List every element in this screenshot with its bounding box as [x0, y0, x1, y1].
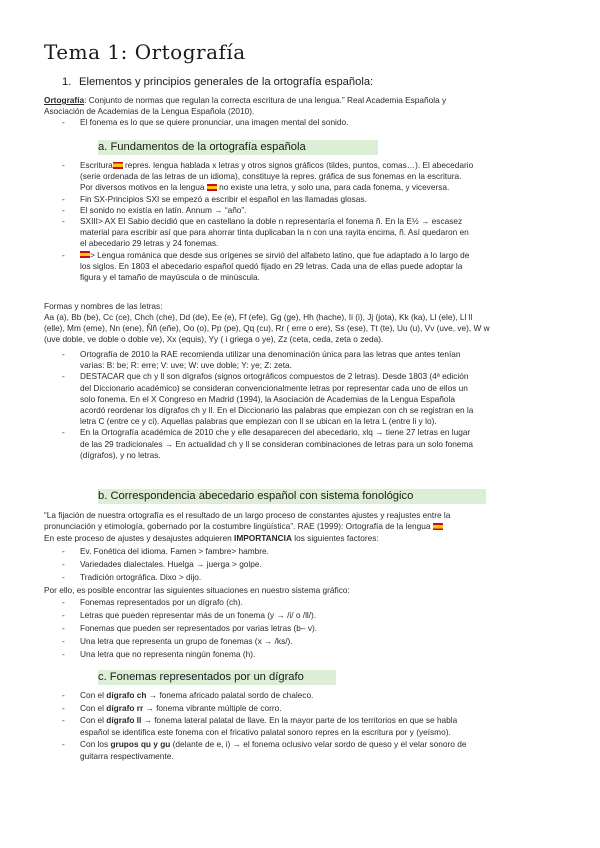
digraph-item: Con los grupos qu y gu (delante de e, i) → el fonema oclusivo velar sordo de queso y el velar sonoro de [80, 739, 467, 750]
situation-item: Letras que pueden representar más de un fonema (y → /i/ o /ll/). [80, 610, 317, 620]
list-item-line: > Lengua románica que desde sus orígenes se sirvió del alfabeto latino, que fue adaptado a lo largo de [80, 250, 550, 261]
list-item-line: En la Ortografía académica de 2010 che y elle desaparecen del abecedario, xlq → tiene 27 letras en lugar [80, 427, 471, 438]
section-c-label: c. Fonemas representados por un dígrafo [98, 671, 304, 683]
letters-line: (elle), Mm (eme), Nn (ene), Ññ (eñe), Oo (o), Pp (pe), Qq (cu), Rr ( erre o ere), Ss (ese), Tt (te), Uu (u), Vv (uve, ve), W w [44, 323, 490, 334]
list-item-line: solo fonema. En el X Congreso en Madrid (1994), la Asociación de Academias de la Lengua Española [80, 393, 455, 404]
bullet-dash: - [62, 546, 65, 556]
bullet-dash: - [62, 204, 65, 215]
definition-term: Ortografía [44, 95, 85, 105]
bullet-dash: - [62, 715, 65, 726]
list-item-line: (serie ordenada de las letras de un idioma), constituye la repres. gráfica de sus fonemas en la escritura. [80, 171, 462, 182]
section-b-label: b. Correspondencia abecedario español con sistema fonológico [98, 490, 414, 502]
list-item-line: acordó reordenar los dígrafos ch y ll. En el Diccionario las palabras que empiezan con ch se registran en la [80, 405, 474, 415]
section-1-label: Elementos y principios generales de la ortografía española: [79, 76, 374, 88]
factor-item: Variedades dialectales. Huelga → juerga > golpe. [80, 559, 262, 569]
list-item-line: Fin SX-Principios SXI se empezó a escribir el español en las llamadas glosas. [80, 193, 367, 204]
bullet-dash: - [62, 249, 65, 260]
list-item-line: letra C (entre ce y ci). Aquellas palabras que empiezan con ll se ubican en la letra L (entre li y lo). [80, 416, 437, 427]
quote-line-2: pronunciación y etimología, gobernado por la costumbre lingüística”. RAE (1999): Ortografía de la lengua [44, 521, 564, 532]
section-1-heading [62, 76, 373, 88]
list-item-line: el abecedario 29 letras y 24 fonemas. [80, 238, 219, 249]
list-item-line: DESTACAR que ch y ll son dígrafos (signos ortográficos compuestos de 2 letras). Desde 1803 (4ª edición [80, 371, 469, 382]
list-item-line: figura y el tamaño de mayúscula o de minúscula. [80, 272, 260, 282]
bullet-dash: - [62, 160, 65, 170]
section-b-heading [0, 489, 600, 505]
section-1-number: 1. [62, 76, 72, 88]
section-c-heading [0, 670, 600, 686]
list-item-line: (dígrafos), y no letras. [80, 449, 161, 460]
list-item-line: SXIII> AX El Sabio decidió que en castellano la doble n representaría el fonema ñ. En la E½ → escasez [80, 216, 463, 226]
bullet-dash: - [62, 739, 65, 750]
bullet-dash: - [62, 216, 65, 226]
bullet-dash: - [62, 690, 65, 700]
list-item-line: varias: B: be; R: erre; V: uve; W: uve doble; Y: ye; Z: zeta. [80, 360, 292, 371]
list-item-line: Escritura repres. lengua hablada x letras y otros signos gráficos (tildes, puntos, comas…). El abecedario [80, 160, 474, 170]
fonema-line: El fonema es lo que se quiere pronunciar, una imagen mental del sonido. [80, 117, 349, 127]
digraph-item: Con el dígrafo rr → fonema vibrante múltiple de corro. [80, 702, 282, 713]
bullet-dash: - [62, 559, 65, 569]
bullet-dash: - [62, 193, 65, 204]
bullet-dash: - [62, 371, 65, 382]
digraph-item: Con el dígrafo ch → fonema africado palatal sordo de chaleco. [80, 690, 314, 700]
list-item-line: Ortografía de 2010 la RAE recomienda utilizar una denominación única para las letras que antes tenían [80, 349, 461, 359]
list-item-line: los siglos. En 1803 el abecedario español quedó fijado en 29 letras. Cada una de ellas puede adoptar la [80, 260, 463, 271]
spain-flag-icon [207, 184, 217, 191]
list-item-line: del Diccionario académico) se consideran convencionalmente letras por representar cada uno de ellos un [80, 382, 468, 393]
spain-flag-icon [113, 162, 123, 169]
definition-line-1: Ortografía: Conjunto de normas que regulan la correcta escritura de una lengua.” Real Academia Española y [44, 95, 447, 105]
digraph-item: Con el dígrafo ll → fonema lateral palatal de llave. En la mayor parte de los territorios en que se habla [80, 715, 458, 726]
digraph-item-continued: español se identifica este fonema con el fricativo palatal sonoro repres en la escritura por y (yeísmo). [80, 726, 451, 737]
list-item-line: de las 29 tradicionales → En actualidad ch y ll se consideran combinaciones de letras para un solo fonema [80, 438, 473, 449]
quote-line-1: “La fijación de nuestra ortografía es el resultado de un largo proceso de constantes ajustes y reajustes entre la [44, 510, 451, 520]
bullet-dash: - [62, 623, 65, 633]
definition-line-2: Asociación de Academias de la Lengua Española (2010). [44, 106, 255, 116]
bullet-dash: - [62, 702, 65, 713]
letters-line: (uve doble, ve doble o doble ve), Xx (equis), Yy ( i griega o ye), Zz (ceta, ceda, zeta o zeda). [44, 334, 384, 345]
situation-item: Una letra que no representa ningún fonema (h). [80, 649, 256, 659]
por-ello-line: Por ello, es posible encontrar las siguientes situaciones en nuestro sistema gráfico: [44, 585, 350, 595]
section-a-label: a. Fundamentos de la ortografía española [98, 141, 306, 153]
factor-item: Ev. Fonética del idioma. Famen > fambre> hambre. [80, 546, 269, 556]
spain-flag-icon [80, 251, 90, 258]
spain-flag-icon [433, 523, 443, 530]
bullet-dash: - [62, 649, 65, 659]
bullet-dash: - [62, 117, 65, 127]
formas-heading: Formas y nombres de las letras: [44, 301, 163, 311]
bullet-dash: - [62, 427, 65, 438]
bullet-dash: - [62, 572, 65, 582]
section-a-heading [0, 140, 600, 156]
digraph-item-continued: guitarra respectivamente. [80, 750, 174, 761]
situation-item: Fonemas que pueden ser representados por varias letras (b– v). [80, 623, 318, 633]
process-line: En este proceso de ajustes y desajustes adquieren IMPORTANCIA los siguientes factores: [44, 533, 379, 543]
situation-item: Fonemas representados por un dígrafo (ch). [80, 597, 243, 607]
page-title: Tema 1: Ortografía [44, 40, 246, 64]
bullet-dash: - [62, 597, 65, 607]
bullet-dash: - [62, 636, 65, 646]
letters-line: Aa (a), Bb (be), Cc (ce), Chch (che), Dd (de), Ee (e), Ff (efe), Gg (ge), Hh (hache), Ii (i), Jj (jota), Kk (ka), Ll (ele), Ll ll [44, 312, 473, 322]
bullet-dash: - [62, 349, 65, 359]
list-item-line: material para escribir así que para ahorrar tinta duplicaban la n con una rayita encima, ñ. Así quedaron en [80, 227, 469, 238]
factor-item: Tradición ortográfica. Dixo > dijo. [80, 572, 202, 582]
list-item-line: Por diversos motivos en la lengua no existe una letra, y solo una, para cada fonema, y viceversa. [80, 182, 450, 193]
bullet-dash: - [62, 610, 65, 620]
situation-item: Una letra que representa un grupo de fonemas (x → /ks/). [80, 636, 293, 646]
list-item-line: El sonido no existía en latín. Annum → “año”. [80, 204, 247, 215]
